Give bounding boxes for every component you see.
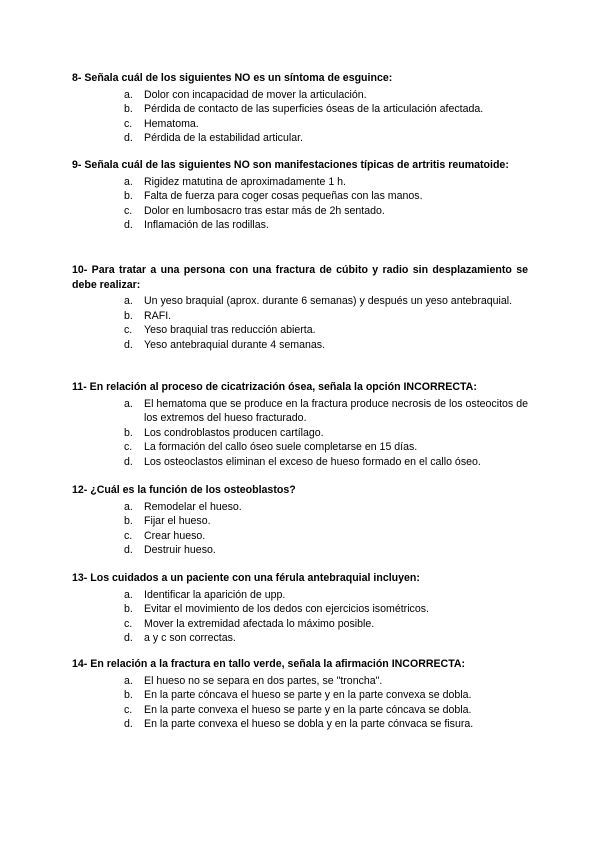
option-a xyxy=(72,674,528,689)
option-text: Identificar la aparición de upp. xyxy=(144,588,286,601)
option-letter: d. xyxy=(124,219,133,232)
question-title: 12- ¿Cuál es la función de los osteoblastos? xyxy=(72,484,296,496)
option-list xyxy=(72,588,528,646)
option-b xyxy=(72,309,528,324)
option-b xyxy=(72,189,528,204)
option-b xyxy=(72,102,528,117)
option-list xyxy=(72,674,528,732)
option-text: Pérdida de contacto de las superficies óseas de la articulación afectada. xyxy=(144,103,484,116)
option-text: Mover la extremidad afectada lo máximo posible. xyxy=(144,617,375,630)
option-letter: a. xyxy=(124,175,133,188)
option-b xyxy=(72,514,528,529)
option-b xyxy=(72,426,528,441)
option-list xyxy=(72,175,528,233)
option-a xyxy=(72,294,528,309)
option-c xyxy=(72,440,528,455)
option-text: Falta de fuerza para coger cosas pequeñas con las manos. xyxy=(144,190,423,203)
option-d xyxy=(72,543,528,558)
option-letter: c. xyxy=(124,441,133,454)
option-text: En la parte convexa el hueso se parte y en la parte cóncava se dobla. xyxy=(144,703,472,716)
option-letter: c. xyxy=(124,324,133,337)
option-letter: d. xyxy=(124,718,133,731)
option-a xyxy=(72,88,528,103)
option-c xyxy=(72,703,528,718)
option-text: Fijar el hueso. xyxy=(144,515,211,528)
option-text: El hueso no se separa en dos partes, se "troncha". xyxy=(144,674,383,687)
option-b xyxy=(72,688,528,703)
option-text: Los osteoclastos eliminan el exceso de hueso formado en el callo óseo. xyxy=(144,455,481,468)
question-title: 14- En relación a la fractura en tallo verde, señala la afirmación INCORRECTA: xyxy=(72,658,466,670)
question-title: 9- Señala cuál de las siguientes NO son manifestaciones típicas de artritis reumatoide: xyxy=(72,159,509,171)
option-text: Inflamación de las rodillas. xyxy=(144,219,269,232)
question-13 xyxy=(72,571,528,646)
option-a xyxy=(72,397,528,426)
option-list xyxy=(72,500,528,558)
option-letter: b. xyxy=(124,515,133,528)
question-title: 13- Los cuidados a un paciente con una férula antebraquial incluyen: xyxy=(72,572,420,584)
option-c xyxy=(72,117,528,132)
option-text: Dolor en lumbosacro tras estar más de 2h sentado. xyxy=(144,204,385,217)
option-text: RAFI. xyxy=(144,309,172,322)
option-letter: c. xyxy=(124,529,133,542)
option-letter: c. xyxy=(124,117,133,130)
option-text: La formación del callo óseo suele completarse en 15 días. xyxy=(144,441,418,454)
option-list xyxy=(72,88,528,146)
option-list xyxy=(72,397,528,470)
question-11 xyxy=(72,380,528,469)
option-letter: a. xyxy=(124,500,133,513)
option-letter: a. xyxy=(124,88,133,101)
option-d xyxy=(72,631,528,646)
option-letter: b. xyxy=(124,603,133,616)
option-d xyxy=(72,717,528,732)
option-text: a y c son correctas. xyxy=(144,632,236,645)
option-text: El hematoma que se produce en la fractura produce necrosis de los osteocitos de los extremos del hueso fracturado. xyxy=(144,397,528,425)
option-letter: d. xyxy=(124,544,133,557)
option-list xyxy=(72,294,528,352)
question-title: 8- Señala cuál de los siguientes NO es un síntoma de esguince: xyxy=(72,72,393,84)
option-letter: b. xyxy=(124,426,133,439)
option-a xyxy=(72,175,528,190)
option-text: Los condroblastos producen cartílago. xyxy=(144,426,324,439)
question-title: 10- Para tratar a una persona con una fractura de cúbito y radio sin desplazamiento se debe realizar: xyxy=(72,264,528,291)
option-letter: b. xyxy=(124,309,133,322)
question-8 xyxy=(72,71,528,146)
option-letter: b. xyxy=(124,103,133,116)
question-12 xyxy=(72,483,528,558)
option-text: Crear hueso. xyxy=(144,529,206,542)
option-d xyxy=(72,131,528,146)
option-text: Yeso braquial tras reducción abierta. xyxy=(144,324,316,337)
option-letter: b. xyxy=(124,689,133,702)
option-a xyxy=(72,500,528,515)
option-letter: b. xyxy=(124,190,133,203)
option-c xyxy=(72,323,528,338)
option-text: Remodelar el hueso. xyxy=(144,500,242,513)
option-d xyxy=(72,338,528,353)
option-text: Rigidez matutina de aproximadamente 1 h. xyxy=(144,175,346,188)
option-text: Un yeso braquial (aprox. durante 6 semanas) y después un yeso antebraquial. xyxy=(144,295,513,307)
option-letter: a. xyxy=(124,397,133,410)
question-title: 11- En relación al proceso de cicatrización ósea, señala la opción INCORRECTA: xyxy=(72,381,477,393)
option-letter: a. xyxy=(124,295,133,307)
option-letter: a. xyxy=(124,674,133,687)
option-letter: c. xyxy=(124,204,133,217)
option-text: Dolor con incapacidad de mover la articulación. xyxy=(144,88,367,101)
option-text: Yeso antebraquial durante 4 semanas. xyxy=(144,338,326,351)
option-letter: d. xyxy=(124,632,133,645)
option-text: En la parte cóncava el hueso se parte y en la parte convexa se dobla. xyxy=(144,689,472,702)
option-c xyxy=(72,204,528,219)
option-text: En la parte convexa el hueso se dobla y en la parte cónvaca se fisura. xyxy=(144,718,474,731)
option-c xyxy=(72,529,528,544)
option-a xyxy=(72,588,528,603)
option-b xyxy=(72,602,528,617)
question-10 xyxy=(72,263,528,352)
option-letter: c. xyxy=(124,617,133,630)
option-letter: d. xyxy=(124,132,133,145)
option-d xyxy=(72,218,528,233)
option-d xyxy=(72,455,528,470)
option-c xyxy=(72,617,528,632)
question-9 xyxy=(72,158,528,233)
option-text: Evitar el movimiento de los dedos con ejercicios isométricos. xyxy=(144,603,429,616)
question-14 xyxy=(72,657,528,732)
option-letter: a. xyxy=(124,588,133,601)
option-letter: c. xyxy=(124,703,133,716)
option-text: Pérdida de la estabilidad articular. xyxy=(144,132,304,145)
option-text: Hematoma. xyxy=(144,117,199,130)
option-letter: d. xyxy=(124,455,133,468)
option-text: Destruir hueso. xyxy=(144,544,216,557)
option-letter: d. xyxy=(124,338,133,351)
